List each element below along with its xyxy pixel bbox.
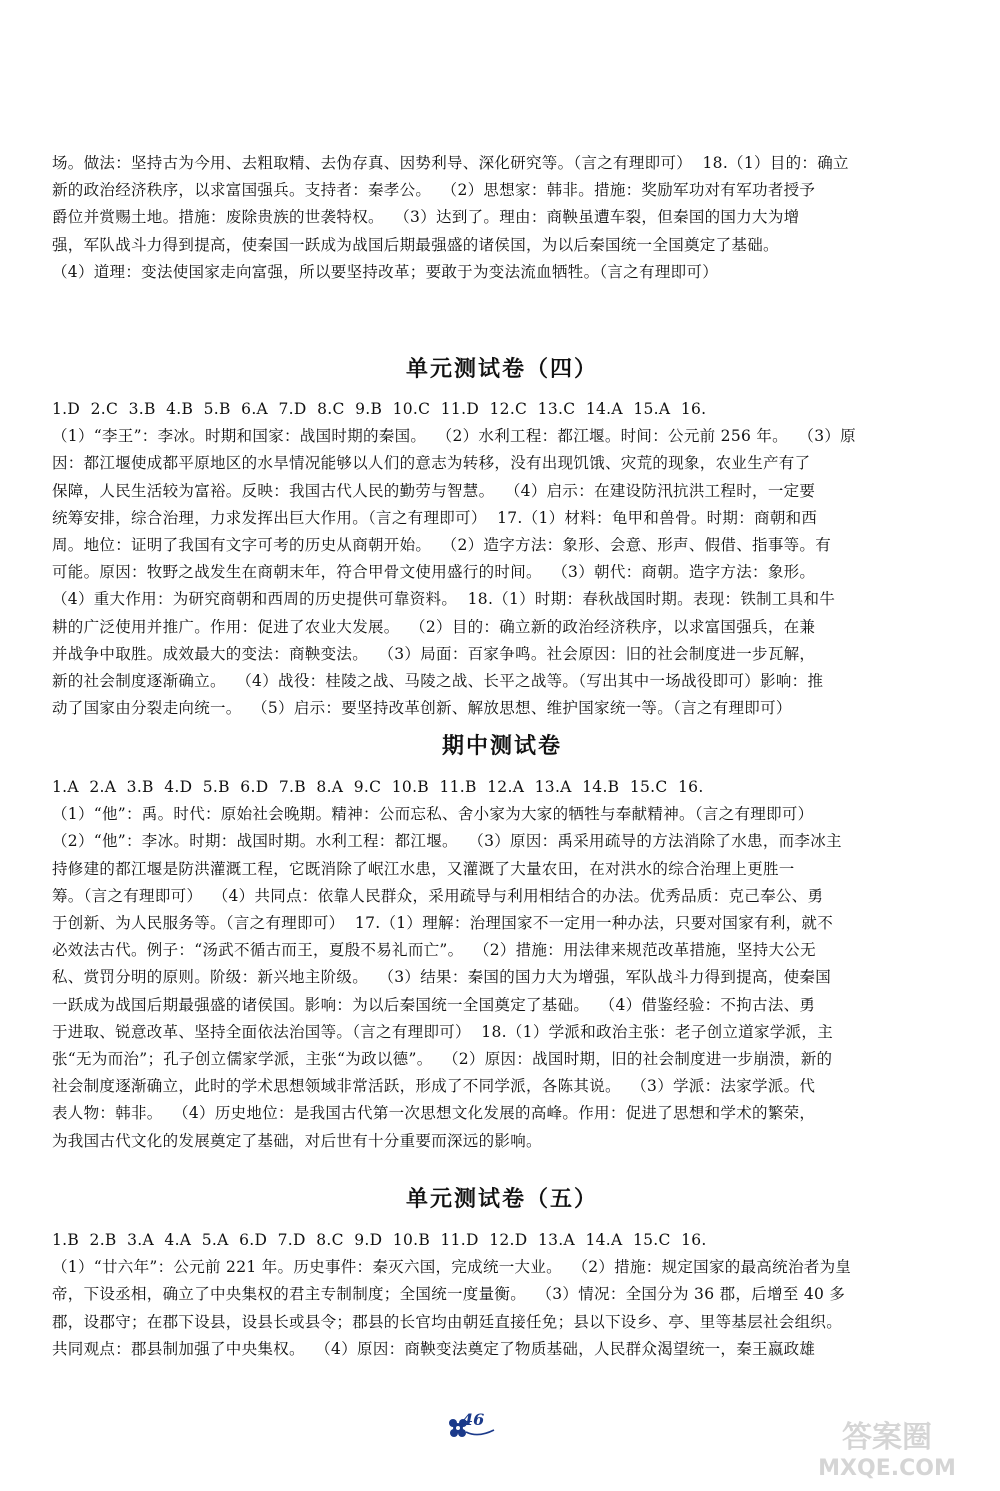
text-line: 可能。原因：牧野之战发生在商朝末年，符合甲骨文使用盛行的时间。 （3）朝代：商朝。造字方法：象形。 bbox=[52, 563, 816, 582]
text-line: 1.D 2.C 3.B 4.B 5.B 6.A 7.D 8.C 9.B 10.C 11.D 12.C 13.C 14.A 15.A 16. bbox=[52, 400, 707, 418]
text-line: 帝，下设丞相，确立了中央集权的君主专制制度；全国统一度量衡。 （3）情况：全国分为 36 郡，后增至 40 多 bbox=[52, 1285, 846, 1304]
section-unit5-answers bbox=[52, 1227, 952, 1363]
text-line: 场。做法：坚持古为今用、去粗取精、去伪存真、因势利导、深化研究等。（言之有理即可） 18.（1）目的：确立 bbox=[52, 154, 849, 172]
watermark-line1: 答案圈 bbox=[842, 1420, 932, 1455]
watermark-logo bbox=[792, 1413, 982, 1483]
text-line: 为我国古代文化的发展奠定了基础，对后世有十分重要而深远的影响。 bbox=[52, 1131, 542, 1150]
text-line: 新的社会制度逐渐确立。 （4）战役：桂陵之战、马陵之战、长平之战等。（写出其中一场战役即可）影响：推 bbox=[52, 672, 824, 691]
text-line: （1）“李王”：李冰。时期和国家：战国时期的秦国。 （2）水利工程：都江堰。时间：公元前 256 年。 （3）原 bbox=[52, 427, 856, 446]
text-line: 动了国家由分裂走向统一。 （5）启示：要坚持改革创新、解放思想、维护国家统一等。（言之有理即可） bbox=[52, 699, 792, 718]
text-line: 统筹安排，综合治理，力求发挥出巨大作用。（言之有理即可） 17.（1）材料：龟甲和兽骨。时期：商朝和西 bbox=[52, 508, 818, 527]
text-line: 共同观点：郡县制加强了中央集权。 （4）原因：商鞅变法奠定了物质基础，人民群众渴望统一，秦王嬴政雄 bbox=[52, 1339, 816, 1358]
text-line: 新的政治经济秩序，以求富国强兵。支持者：秦孝公。 （2）思想家：韩非。措施：奖励军功对有军功者授予 bbox=[52, 181, 816, 200]
page-number: 46 bbox=[462, 1410, 485, 1429]
text-line: 一跃成为战国后期最强盛的诸侯国。影响：为以后秦国统一全国奠定了基础。 （4）借鉴经验：不拘古法、勇 bbox=[52, 995, 816, 1014]
text-line: 张“无为而治”；孔子创立儒家学派，主张“为政以德”。 （2）原因：战国时期，旧的社会制度进一步崩溃，新的 bbox=[52, 1050, 833, 1069]
section-midterm-answers bbox=[52, 774, 952, 1155]
section-unit4-answers bbox=[52, 396, 952, 722]
text-line: 持修建的都江堰是防洪灌溉工程，它既消除了岷江水患，又灌溉了大量农田，在对洪水的综合治理上更胜一 bbox=[52, 859, 795, 878]
text-line: 耕的广泛使用并推广。作用：促进了农业大发展。 （2）目的：确立新的政治经济秩序，以求富国强兵，在兼 bbox=[52, 617, 816, 636]
watermark-line2: MXQE.COM bbox=[818, 1456, 956, 1481]
section-heading-unit4: 单元测试卷（四） bbox=[405, 357, 598, 382]
text-line: 郡，设郡守；在郡下设县，设县长或县令；郡县的长官均由朝廷直接任免；县以下设乡、亭、里等基层社会组织。 bbox=[52, 1312, 843, 1331]
section-continuation bbox=[52, 150, 952, 286]
text-line: 1.A 2.A 3.B 4.D 5.B 6.D 7.B 8.A 9.C 10.B 11.B 12.A 13.A 14.B 15.C 16. bbox=[52, 778, 704, 796]
text-line: 于创新、为人民服务等。（言之有理即可） 17.（1）理解：治理国家不一定用一种办法，只要对国家有利，就不 bbox=[52, 914, 834, 933]
text-line: 筹。（言之有理即可） （4）共同点：依靠人民群众，采用疏导与利用相结合的办法。优秀品质：克己奉公、勇 bbox=[52, 886, 824, 905]
text-line: （1）“他”：禹。时代：原始社会晚期。精神：公而忘私、舍小家为大家的牺牲与奉献精神。（言之有理即可） bbox=[52, 805, 814, 824]
text-line: （2）“他”：李冰。时期：战国时期。水利工程：都江堰。 （3）原因：禹采用疏导的方法消除了水患，而李冰主 bbox=[52, 832, 842, 851]
text-line: 表人物：韩非。 （4）历史地位：是我国古代第一次思想文化发展的高峰。作用：促进了思想和学术的繁荣， bbox=[52, 1104, 816, 1123]
text-line: （4）道理：变法使国家走向富强，所以要坚持改革；要敢于为变法流血牺牲。（言之有理即可） bbox=[52, 262, 719, 281]
text-line: 周。地位：证明了我国有文字可考的历史从商朝开始。 （2）造字方法：象形、会意、形声、假借、指事等。有 bbox=[52, 536, 832, 555]
text-line: 强，军队战斗力得到提高，使秦国一跃成为战国后期最强盛的诸侯国，为以后秦国统一全国奠定了基础。 bbox=[52, 235, 779, 254]
text-line: 并战争中取胜。成效最大的变法：商鞅变法。 （3）局面：百家争鸣。社会原因：旧的社会制度进一步瓦解， bbox=[52, 644, 816, 663]
text-line: 必效法古代。例子：“汤武不循古而王，夏殷不易礼而亡”。 （2）措施：用法律来规范改革措施，坚持大公无 bbox=[52, 941, 816, 960]
text-line: （4）重大作用：为研究商朝和西周的历史提供可靠资料。 18.（1）时期：春秋战国时期。表现：铁制工具和牛 bbox=[52, 590, 836, 609]
text-line: 于进取、锐意改革、坚持全面依法治国等。（言之有理即可） 18.（1）学派和政治主张：老子创立道家学派，主 bbox=[52, 1022, 834, 1041]
text-line: 保障，人民生活较为富裕。反映：我国古代人民的勤劳与智慧。 （4）启示：在建设防汛抗洪工程时，一定要 bbox=[52, 481, 816, 500]
text-line: 因：都江堰使成都平原地区的水旱情况能够以人们的意志为转移，没有出现饥饿、灾荒的现象，农业生产有了 bbox=[52, 454, 811, 473]
text-line: （1）“廿六年”：公元前 221 年。历史事件：秦灭六国，完成统一大业。 （2）措施：规定国家的最高统治者为皇 bbox=[52, 1258, 852, 1277]
text-line: 社会制度逐渐确立，此时的学术思想领域非常活跃，形成了不同学派，各陈其说。 （3）学派：法家学派。代 bbox=[52, 1077, 816, 1096]
section-heading-midterm: 期中测试卷 bbox=[441, 734, 562, 759]
text-line: 私、赏罚分明的原则。阶级：新兴地主阶级。 （3）结果：秦国的国力大为增强，军队战斗力得到提高，使秦国 bbox=[52, 968, 832, 987]
text-line: 1.B 2.B 3.A 4.A 5.A 6.D 7.D 8.C 9.D 10.B 11.D 12.D 13.A 14.A 15.C 16. bbox=[52, 1231, 707, 1249]
section-heading-unit5: 单元测试卷（五） bbox=[405, 1187, 598, 1212]
text-line: 爵位并赏赐土地。措施：废除贵族的世袭特权。 （3）达到了。理由：商鞅虽遭车裂，但秦国的国力大为增 bbox=[52, 208, 800, 227]
page-number-badge bbox=[448, 1404, 508, 1440]
